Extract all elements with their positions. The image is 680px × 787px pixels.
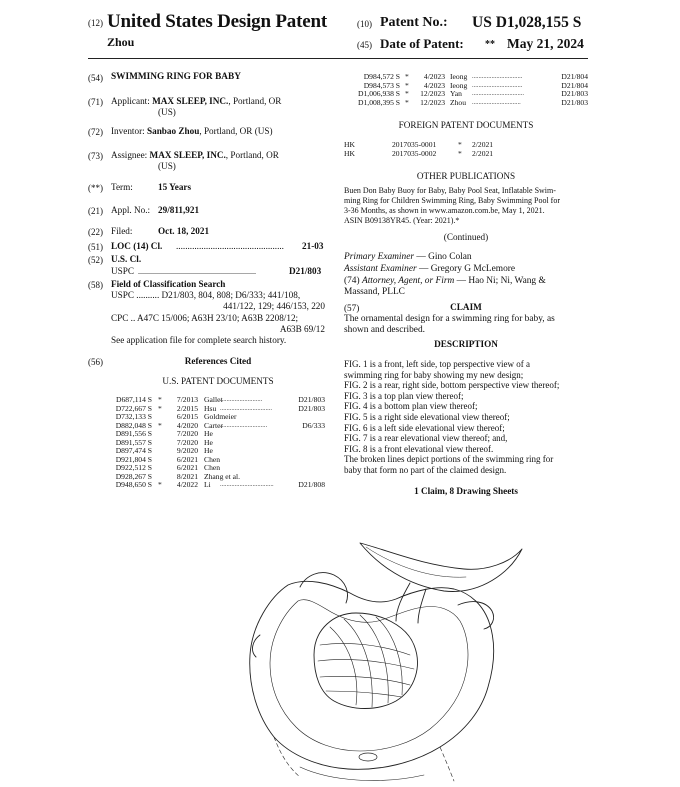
inventor-field [111, 126, 273, 138]
ref-class: D21/804 [561, 80, 588, 90]
description-line: FIG. 8 is a front elevational view thereof. [344, 443, 494, 454]
description-line: FIG. 6 is a left side elevational view thereof; [344, 422, 505, 433]
ref-number: D948,650 S [115, 480, 152, 489]
description-line: baby that form no part of the claimed design. [344, 465, 507, 475]
continued-note: (Continued) [443, 232, 489, 242]
ref-class: D21/803 [298, 403, 325, 413]
inventor-label: Inventor: [111, 126, 145, 136]
outer-ring [250, 581, 494, 769]
uspc-dots: ........................................................... [138, 267, 256, 276]
ref-number: D922,512 S [115, 463, 152, 472]
design-title: SWIMMING RING FOR BABY [111, 72, 241, 82]
ref-name: Zhou [450, 97, 467, 107]
ref-star: * [158, 403, 162, 413]
ref-number: D897,474 S [115, 446, 152, 455]
ref-date: 2/2015 [176, 403, 198, 413]
ref-date: 9/2020 [176, 446, 198, 455]
attorney-label: Attorney, Agent, or Firm [361, 276, 455, 286]
ref-date: 7/2013 [176, 395, 198, 404]
assignee-country: (US) [158, 161, 176, 171]
swimming-ring-drawing [210, 505, 670, 787]
other-publication-line: Buen Don Baby Buoy for Baby, Baby Pool Seat, Inflatable Swim- [344, 186, 556, 195]
description-title: DESCRIPTION [434, 339, 498, 349]
ref-star: * [158, 420, 162, 430]
ref-number: D984,572 S [363, 72, 400, 81]
assignee-name: MAX SLEEP, INC. [149, 150, 226, 160]
document-title: United States Design Patent [107, 11, 327, 32]
ref-date: 7/2020 [176, 429, 198, 438]
loc-dots: ............................................... [176, 241, 284, 251]
ref-number: D722,667 S [115, 403, 152, 413]
attorney: (74) Attorney, Agent, or Firm — Hao Ni; Ni, Wang & [344, 276, 546, 286]
description-line: FIG. 1 is a front, left side, top perspective view of a [344, 359, 530, 369]
field-search-label: Field of Classification Search [111, 279, 226, 289]
applicant-field [111, 96, 281, 108]
applicant-country: (US) [158, 107, 176, 117]
ref-name: Hsu [204, 403, 217, 413]
ref-date: 12/2023 [420, 97, 445, 107]
inventor-short: Zhou [107, 35, 135, 49]
ref-name: Chen [204, 463, 221, 472]
ref-class: D21/803 [561, 97, 588, 107]
code-58: (58) [88, 280, 103, 290]
ref-number: D1,006,938 S [358, 89, 400, 98]
description-line: swimming ring for baby showing my new design; [344, 369, 524, 380]
ref-name: Gallet [204, 395, 223, 404]
description-line: The broken lines depict portions of the swimming ring for [344, 454, 554, 465]
foreign-date: 2/2021 [472, 140, 494, 149]
foreign-country: HK [344, 140, 355, 149]
ref-class: D21/804 [561, 72, 588, 81]
field-search-uspc2: 441/122, 129; 446/153, 220 [223, 301, 325, 311]
ref-star: * [405, 89, 409, 98]
ref-name: Li [204, 480, 211, 489]
ref-date: 6/2015 [176, 412, 198, 421]
ref-dots: ................................ [220, 404, 272, 412]
code-56: (56) [88, 357, 103, 367]
attorney-code: (74) [344, 276, 360, 286]
primary-examiner-label: Primary Examiner [344, 252, 415, 262]
ref-date: 4/2023 [423, 72, 445, 81]
claim-line-1: The ornamental design for a swimming ring for baby, as [344, 314, 555, 324]
code-12: (12) [88, 18, 103, 28]
ref-dots: ............................. [220, 421, 268, 429]
applicant-location: , Portland, OR [228, 96, 282, 106]
code-71: (71) [88, 97, 103, 107]
code-54: (54) [88, 73, 103, 83]
field-search-cpc1: CPC .. A47C 15/006; A63H 23/10; A63B 2208/12; [111, 313, 299, 323]
primary-examiner-name: Gino Colan [428, 252, 472, 262]
primary-examiner: Primary Examiner — Gino Colan [344, 252, 472, 262]
code-21: (21) [88, 206, 103, 216]
foreign-star: * [458, 140, 462, 149]
crescent-handle [360, 543, 522, 591]
ref-dots: ............................... [472, 73, 523, 80]
ref-date: 4/2023 [423, 80, 445, 90]
assignee-field [111, 150, 279, 162]
code-51: (51) [88, 242, 103, 252]
ref-number: D928,267 S [115, 471, 152, 481]
ref-number: D891,557 S [115, 437, 152, 447]
ref-name: He [204, 437, 213, 447]
patent-number: US D1,028,155 S [472, 14, 582, 31]
filed-value: Oct. 18, 2021 [158, 226, 210, 236]
ref-star: * [405, 97, 409, 107]
code-22: (22) [88, 227, 103, 237]
code-72: (72) [88, 127, 103, 137]
ref-name: Carter [204, 420, 223, 430]
inventor-location: , Portland, OR (US) [199, 126, 273, 136]
ref-name: Chen [204, 454, 221, 464]
appl-no-label: Appl. No.: [111, 205, 151, 215]
references-cited-title: References Cited [184, 356, 252, 366]
code-10: (10) [357, 19, 372, 29]
ref-star: * [158, 395, 162, 404]
search-history-note: See application file for complete search history. [111, 335, 287, 345]
code-52: (52) [88, 255, 103, 265]
ref-number: D984,573 S [363, 80, 400, 90]
filed-label: Filed: [111, 226, 133, 236]
ref-date: 12/2023 [420, 89, 445, 98]
ref-date: 6/2021 [176, 454, 198, 464]
claim-title: CLAIM [450, 302, 482, 312]
ref-date: 7/2020 [176, 437, 198, 447]
code-term: (**) [88, 183, 103, 193]
applicant-label: Applicant: [111, 96, 150, 106]
ref-class: D6/333 [302, 420, 325, 430]
assignee-location: , Portland, OR [225, 150, 279, 160]
loc-label: LOC (14) Cl. [111, 241, 163, 251]
ref-name: He [204, 446, 213, 455]
ref-name: Zhang et al. [204, 471, 241, 481]
description-line: FIG. 7 is a rear elevational view thereof; and, [344, 433, 508, 444]
description-line: FIG. 5 is a right side elevational view thereof; [344, 412, 510, 422]
inventor-name: Sanbao Zhou [146, 126, 200, 136]
code-57: (57) [344, 303, 360, 313]
claims-sheets: 1 Claim, 8 Drawing Sheets [414, 486, 518, 496]
attorney-name-cont: Massand, PLLC [344, 287, 405, 297]
foreign-date: 2/2021 [472, 148, 494, 158]
other-publication-line: ming Ring for Children Swimming Ring, Baby Swimming Pool for [344, 196, 561, 205]
assistant-examiner-name: Gregory G McLemore [430, 264, 516, 274]
field-search-uspc1: USPC .......... D21/803, 804, 808; D6/333; 441/108, [111, 290, 301, 300]
term-value: 15 Years [158, 182, 192, 192]
date-star: ** [485, 39, 495, 50]
ref-number: D891,556 S [115, 429, 152, 438]
ref-dots: ................................ [472, 90, 524, 97]
description-line: FIG. 4 is a bottom plan view thereof; [344, 401, 478, 412]
ref-name: Yan [450, 89, 462, 98]
claim-line-2: shown and described. [344, 325, 425, 335]
ref-number: D732,133 S [115, 412, 152, 421]
uspc-value: D21/803 [289, 266, 322, 276]
ref-name: Ieong [450, 80, 468, 90]
foreign-country: HK [344, 148, 355, 158]
ref-number: D687,114 S [115, 395, 152, 404]
ref-name: Goldmeier [204, 412, 237, 421]
description-line: FIG. 2 is a rear, right side, bottom perspective view thereof; [344, 380, 560, 391]
code-45: (45) [357, 40, 372, 50]
code-73: (73) [88, 151, 103, 161]
ref-date: 6/2021 [176, 463, 198, 472]
ref-number: D1,008,395 S [358, 97, 400, 107]
term-label: Term: [111, 182, 133, 192]
assistant-examiner-label: Assistant Examiner [344, 264, 417, 274]
patent-no-label: Patent No.: [380, 15, 448, 30]
assistant-examiner: Assistant Examiner — Gregory G McLemore [344, 264, 516, 274]
ref-dots: ................................. [220, 481, 274, 488]
uspc-label: USPC [111, 266, 134, 276]
other-publication-line: 3-36 Months, as shown in www.amazon.com.be, May 1, 2021. [344, 206, 545, 215]
ref-name: He [204, 429, 213, 438]
date-label: Date of Patent: [380, 36, 464, 51]
loc-value: 21-03 [302, 241, 324, 251]
foreign-number: 2017035-0001 [392, 140, 437, 149]
ref-number: D882,048 S [115, 420, 152, 430]
ref-date: 8/2021 [176, 471, 198, 481]
ref-class: D21/803 [561, 89, 588, 98]
seat-mesh [318, 615, 414, 707]
ref-date: 4/2022 [176, 480, 198, 489]
other-publication-line: ASIN B09138YR45. (Year: 2021).* [344, 216, 460, 225]
appl-no-value: 29/811,921 [158, 205, 200, 215]
applicant-name: MAX SLEEP, INC. [152, 96, 229, 106]
us-patent-docs-title: U.S. PATENT DOCUMENTS [162, 376, 274, 386]
us-cl-label: U.S. Cl. [111, 254, 142, 264]
ref-dots: ............................... [472, 81, 523, 89]
ref-date: 4/2020 [176, 420, 198, 430]
ref-class: D21/808 [298, 480, 325, 489]
ref-name: Ieong [450, 72, 468, 81]
ref-dots: .......................... [220, 396, 263, 403]
foreign-star: * [458, 148, 462, 158]
description-line: FIG. 3 is a top plan view thereof; [344, 390, 464, 401]
foreign-number: 2017035-0002 [392, 148, 437, 158]
ref-star: * [405, 72, 409, 81]
ref-class: D21/803 [298, 395, 325, 404]
date-of-patent: May 21, 2024 [507, 36, 584, 51]
valve [359, 753, 377, 761]
ref-dots: .............................. [472, 98, 521, 106]
header-rule [88, 58, 588, 59]
attorney-name: Hao Ni; Ni, Wang & [468, 276, 546, 286]
ref-star: * [158, 480, 162, 489]
field-search-cpc2: A63B 69/12 [279, 324, 325, 334]
ref-number: D921,804 S [115, 454, 152, 464]
ref-star: * [405, 80, 409, 90]
other-pubs-title: OTHER PUBLICATIONS [416, 171, 516, 181]
foreign-docs-title: FOREIGN PATENT DOCUMENTS [398, 120, 534, 130]
assignee-label: Assignee: [111, 150, 148, 160]
